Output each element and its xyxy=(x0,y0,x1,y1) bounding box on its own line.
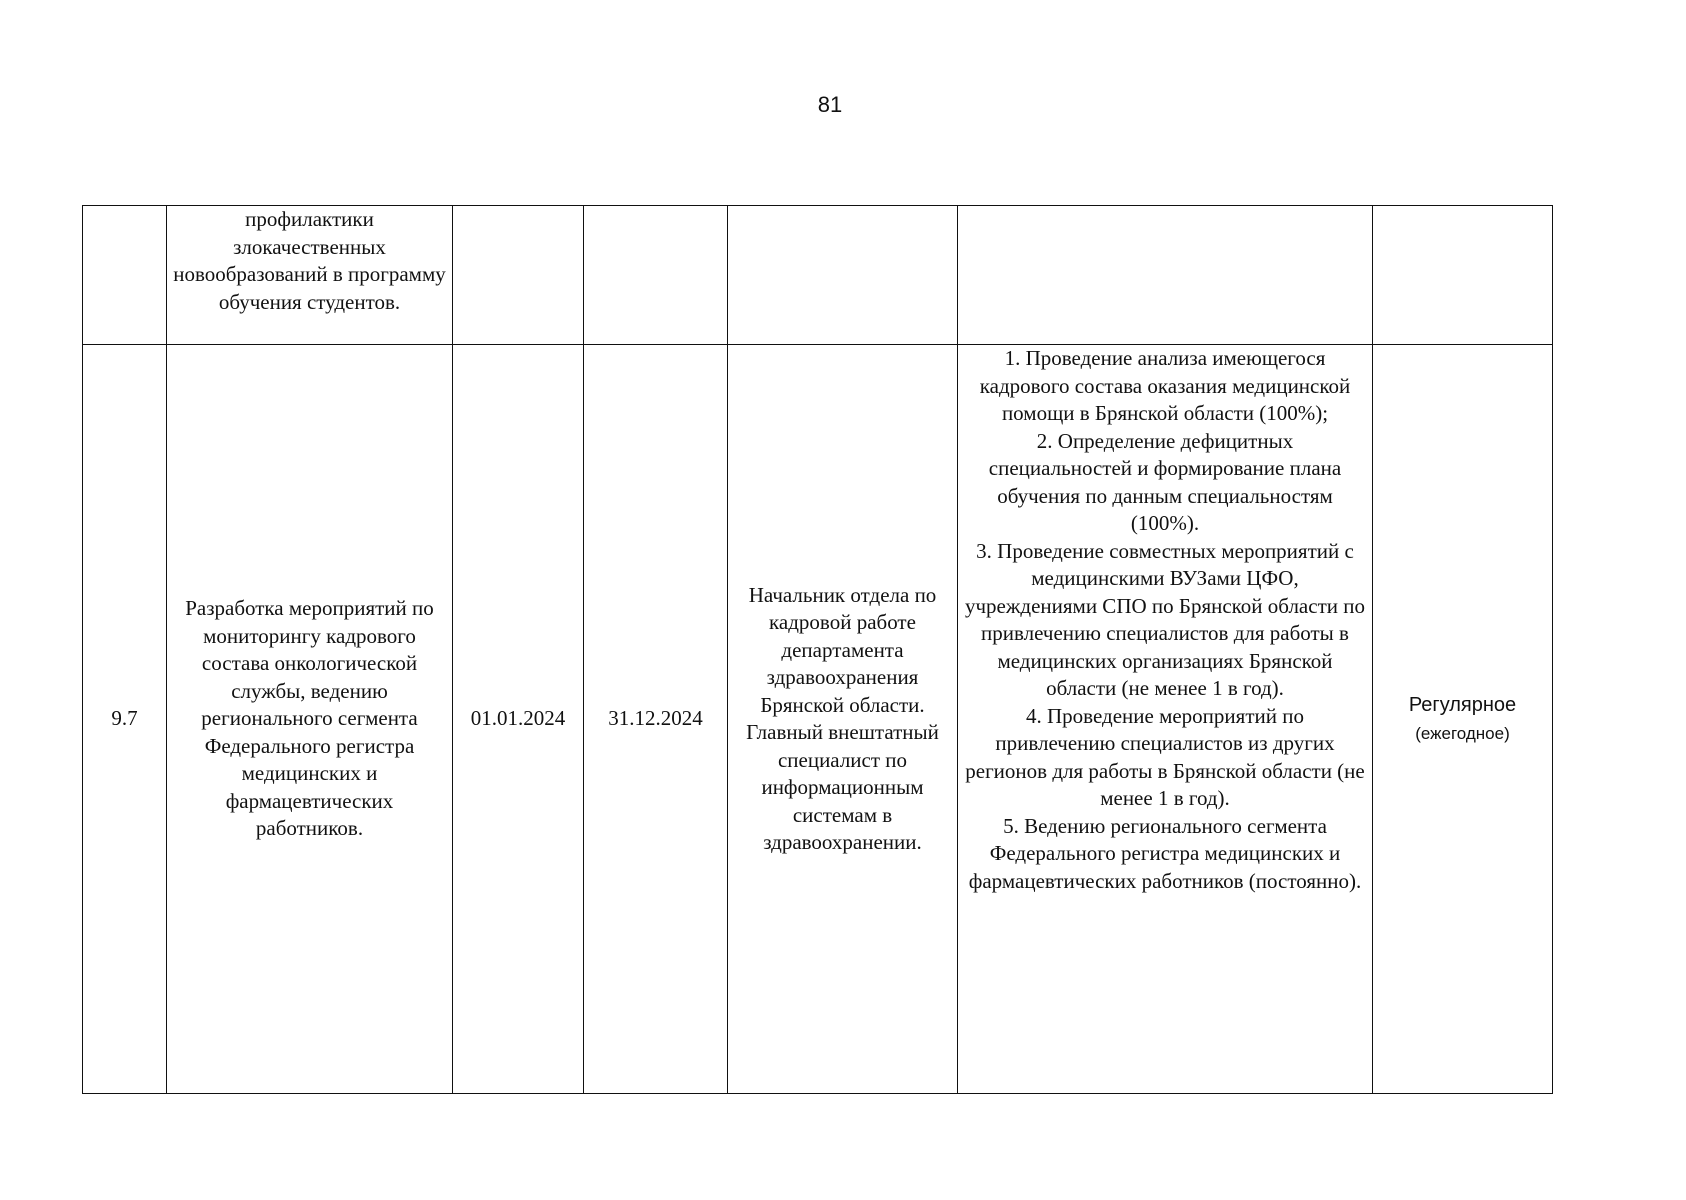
frequency-note: (ежегодное) xyxy=(1415,723,1510,743)
cell-frequency xyxy=(1373,345,1553,1094)
cell-number-empty xyxy=(83,206,167,345)
table-row-continuation xyxy=(83,206,1553,345)
cell-activity: Разработка мероприятий по мониторингу кадрового состава онкологической службы, ведению регионального сегмента Федерального регистра медицинских и фармацевтических работников. xyxy=(167,345,453,1094)
cell-row-number: 9.7 xyxy=(83,345,167,1094)
cell-responsible-empty xyxy=(728,206,958,345)
plan-table xyxy=(82,205,1553,1094)
result-item-1: 1. Проведение анализа имеющегося кадрового состава оказания медицинской помощи в Брянской области (100%); xyxy=(979,346,1351,425)
cell-frequency-empty xyxy=(1373,206,1553,345)
cell-results xyxy=(958,345,1373,1094)
cell-start-date: 01.01.2024 xyxy=(453,345,584,1094)
results-list xyxy=(964,345,1366,895)
cell-start-empty xyxy=(453,206,584,345)
table-row xyxy=(83,345,1553,1094)
result-item-5: 5. Ведению регионального сегмента Федерального регистра медицинских и фармацевтических работников (постоянно). xyxy=(968,813,1362,893)
frequency-label: Регулярное xyxy=(1408,694,1517,716)
cell-end-date: 31.12.2024 xyxy=(584,345,728,1094)
cell-end-empty xyxy=(584,206,728,345)
cell-responsible: Начальник отдела по кадровой работе департамента здравоохранения Брянской области. Главный внештатный специалист по информационным системам в здравоохранении. xyxy=(728,345,958,1094)
result-item-4: 4. Проведение мероприятий по привлечению специалистов из других регионов для работы в Брянской области (не менее 1 в год). xyxy=(965,703,1365,810)
result-item-3: 3. Проведение совместных мероприятий с медицинскими ВУЗами ЦФО, учреждениями СПО по Брянской области по привлечению специалистов для работы в медицинских организациях Брянской области (не менее 1 в год). xyxy=(965,538,1365,700)
cell-results-empty xyxy=(958,206,1373,345)
cell-activity-continuation: профилактики злокачественных новообразований в программу обучения студентов. xyxy=(167,206,453,345)
result-item-2: 2. Определение дефицитных специальностей и формирование плана обучения по данным специальностям (100%). xyxy=(988,428,1342,535)
page-number: 81 xyxy=(817,92,843,117)
